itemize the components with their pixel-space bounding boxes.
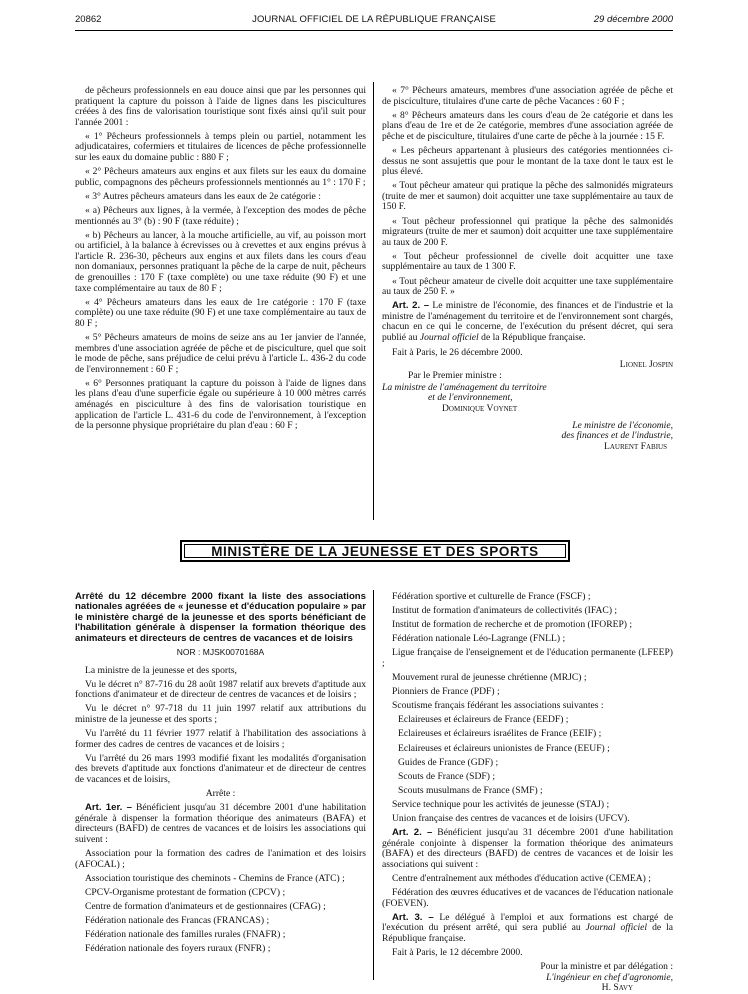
upper-left-column [75, 86, 366, 435]
visa-paragraph: Vu le décret n° 87-716 du 28 août 1987 relatif aux brevets d'aptitude aux fonctions d'animateur et de directeur de centres de vacances et de loisirs ; [75, 678, 366, 701]
paragraph: de pêcheurs professionnels en eau douce ainsi que par les personnes qui pratiquent la capture du poisson à l'aide de lignes dans les piscicultures créées à des fins de valorisation touristique sont fixés ainsi qu'il suit pour l'année 2001 : [75, 85, 366, 128]
paragraph: « Tout pêcheur professionnel de civelle doit acquitter une taxe supplémentaire au taux de 1 300 F. [382, 250, 673, 273]
scout-association-item: Eclaireuses et éclaireurs unionistes de France (EEUF) ; [398, 742, 610, 754]
visa-paragraph: Vu le décret n° 97-718 du 11 juin 1997 relatif aux attributions du ministre de la jeunesse et des sports ; [75, 703, 366, 725]
association-item: Association touristique des cheminots - Chemins de France (ATC) ; [85, 872, 345, 884]
done-at-lower: Fait à Paris, le 12 décembre 2000. [392, 947, 523, 959]
nor-reference: NOR : MJSK0070168A [176, 647, 265, 658]
scout-association-item: Eclaireuses et éclaireurs de France (EEDF) ; [398, 714, 569, 726]
ministry-banner: MINISTÈRE DE LA JEUNESSE ET DES SPORTS [180, 540, 570, 562]
scout-association-item: Scouts musulmans de France (SMF) ; [398, 784, 543, 796]
minister-env-line1: La ministre de l'aménagement du territoire [382, 381, 547, 393]
delegation: Pour la ministre et par délégation : [540, 961, 673, 973]
visa-paragraph: Vu l'arrêté du 26 mars 1993 modifié fixant les modalités d'organisation des brevets d'aptitude aux fonctions d'animateur et de directeur de centres de vacances et de loisirs, [75, 752, 366, 785]
association-item: Scoutisme français fédérant les associations suivantes : [392, 700, 604, 712]
association-item: Institut de formation de recherche et de promotion (IFOREP) ; [392, 619, 633, 631]
paragraph: « 1° Pêcheurs professionnels à temps plein ou partiel, notamment les adjudicataires, cofermiers et titulaires de licences de pêche professionnelle sur les eaux du domaine public : 880 F ; [75, 130, 366, 164]
minister-eco-line2: des finances et de l'industrie, [561, 430, 673, 442]
paragraph: « Les pêcheurs appartenant à plusieurs des catégories mentionnées ci-dessus ne sont assujettis que pour le montant de la taxe dont le taux est le plus élevé. [382, 144, 673, 178]
association-item: Centre d'entraînement aux méthodes d'éducation active (CEMEA) ; [392, 872, 651, 884]
signer-eco: Laurent Fabius [604, 440, 667, 452]
done-at: Fait à Paris, le 26 décembre 2000. [392, 346, 523, 358]
lower-right-column [382, 592, 673, 994]
association-item: Fédération des œuvres éducatives et de vacances de l'éducation nationale (FOEVEN). [382, 887, 673, 909]
upper-right-column [382, 86, 673, 452]
arrete-word: Arrête : [205, 788, 236, 800]
minister-env-line2: et de l'environnement, [428, 392, 513, 404]
par-pm: Par le Premier ministre : [408, 370, 502, 382]
paragraph: « 7° Pêcheurs amateurs, membres d'une association agréée de pêche et de pisciculture, titulaires d'une carte de pêche Vacances : 60 F ; [382, 85, 673, 107]
signer-savy: H. Savy [601, 982, 633, 994]
signer-env: Dominique Voynet [442, 403, 518, 415]
association-item: Service technique pour les activités de jeunesse (STAJ) ; [392, 798, 610, 810]
paragraph: « 6° Personnes pratiquant la capture du poisson à l'aide de lignes dans les plans d'eau d'une superficie égale ou supérieure à 10 000 mètres carrés aménagés en pisciculture à des fins de valorisation touristique en application de l'article L. 431-6 du code de l'environnement, à l'exception de la personne physique propriétaire du plan d'eau : 60 F ; [75, 377, 366, 432]
paragraph: « Tout pêcheur amateur de civelle doit acquitter une taxe supplémentaire au taux de 250 F. » [382, 275, 673, 298]
association-item: Fédération nationale des Francas (FRANCAS) ; [85, 915, 270, 926]
header-rule [75, 30, 673, 31]
page-header [75, 12, 673, 28]
paragraph: « b) Pêcheurs au lancer, à la mouche artificielle, au vif, au poisson mort ou artificiel, à la balance à écrevisses ou à crevettes et aux engins prévus à l'article R. 236-30, pêcheurs aux engins et aux filets dans les cours d'eau non domaniaux, personnes pratiquant la pêche de la carpe de nuit, pêcheurs de grenouilles : 170 F (taxe complète) ou une taxe réduite (90 F) et une taxe complémentaire au taux de 80 F ; [75, 229, 366, 294]
article-3: Art. 3. – Le délégué à l'emploi et aux formations est chargé de l'exécution du présent arrêté, qui sera publié au Journal officiel de la République française. [382, 911, 673, 944]
association-item: Association pour la formation des cadres de l'animation et des loisirs (AFOCAL) ; [75, 848, 366, 870]
visa-paragraph: La ministre de la jeunesse et des sports, [85, 664, 237, 676]
paragraph: « 4° Pêcheurs amateurs dans les eaux de 1re catégorie : 170 F (taxe complète) ou une taxe réduite (90 F) et une taxe complémentaire au taux de 80 F ; [75, 296, 366, 329]
paragraph: « Tout pêcheur professionnel qui pratique la pêche des salmonidés migrateurs (truite de mer et saumon) doit acquitter une taxe supplémentaire au taux de 200 F. [382, 215, 673, 248]
visa-paragraph: Vu l'arrêté du 11 février 1977 relatif à l'habilitation des associations à former des cadres de centres de vacances et de loisirs ; [75, 728, 366, 750]
association-item: Fédération nationale des familles rurales (FNAFR) ; [85, 929, 286, 941]
journal-title: JOURNAL OFFICIEL DE LA RÉPUBLIQUE FRANÇAISE [252, 14, 496, 25]
association-item: Centre de formation d'animateurs et de gestionnaires (CFAG) ; [85, 900, 326, 912]
ingenieur-title: L'ingénieur en chef d'agronomie, [546, 971, 673, 983]
paragraph: « 3° Autres pêcheurs amateurs dans les eaux de 2e catégorie : [85, 190, 321, 202]
paragraph: « Tout pêcheur amateur qui pratique la pêche des salmonidés migrateurs (truite de mer et saumon) doit acquitter une taxe supplémentaire au taux de 150 F. [382, 180, 673, 213]
association-item: CPCV-Organisme protestant de formation (CPCV) ; [85, 886, 286, 898]
association-item: Fédération nationale des foyers ruraux (FNFR) ; [85, 943, 271, 955]
column-divider [373, 82, 374, 520]
association-item: Ligue française de l'enseignement et de l'éducation permanente (LFEEP) ; [382, 647, 673, 669]
paragraph: « 5° Pêcheurs amateurs de moins de seize ans au 1er janvier de l'année, membres d'une association agréée de pêche et de pisciculture, quel que soit le mode de pêche, sans préjudice de celui prévu à l'article L. 436-2 du code de l'environnement : 60 F ; [75, 331, 366, 375]
scout-association-item: Scouts de France (SDF) ; [398, 770, 495, 782]
page-number: 20862 [75, 14, 102, 25]
scout-association-item: Guides de France (GDF) ; [398, 756, 499, 768]
association-item: Union française des centres de vacances et de loisirs (UFCV). [392, 813, 630, 824]
article-1: Art. 1er. – Bénéficient jusqu'au 31 décembre 2001 d'une habilitation générale à dispenser la formation théorique des animateurs (BAFA) et directeurs (BAFD) de centres de vacances et de loisirs les associations qui suivent : [75, 802, 366, 845]
minister-eco-line1: Le ministre de l'économie, [572, 419, 673, 431]
signer-pm: Lionel Jospin [619, 358, 673, 370]
association-item: Fédération sportive et culturelle de France (FSCF) ; [392, 591, 591, 602]
association-item: Mouvement rural de jeunesse chrétienne (MRJC) ; [392, 672, 587, 684]
paragraph: « a) Pêcheurs aux lignes, à la vermée, à l'exception des modes de pêche mentionnés au 3° (b) : 90 F (taxe réduite) ; [75, 204, 366, 227]
arrete-title: Arrêté du 12 décembre 2000 fixant la liste des associations nationales agréées de « jeunesse et d'éducation populaire » par le ministère chargé de la jeunesse et des sports bénéficiant de l'habilitation générale à dispenser la formation théorique des animateurs et directeurs de centres de vacances et de loisirs [75, 591, 366, 644]
lower-left-column [75, 592, 366, 958]
association-item: Fédération nationale Léo-Lagrange (FNLL) ; [392, 633, 566, 645]
paragraph: « 2° Pêcheurs amateurs aux engins et aux filets sur les eaux du domaine public, compagnons des pêcheurs professionnels mentionnés au 1° : 170 F ; [75, 166, 366, 188]
paragraph: « 8° Pêcheurs amateurs dans les cours d'eau de 2e catégorie et dans les plans d'eau de 1re et de 2e catégorie, membres d'une association agréée de pêche et de pisciculture, titulaires d'une carte de pêche à la journée : 15 F. [382, 109, 673, 142]
article-2: Art. 2. – Le ministre de l'économie, des finances et de l'industrie et la ministre de l'aménagement du territoire et de l'environnement sont chargés, chacun en ce qui le concerne, de l'exécution du présent décret, qui sera publié au Journal officiel de la République française. [382, 300, 673, 343]
publication-date: 29 décembre 2000 [593, 14, 673, 25]
article-2-lower: Art. 2. – Bénéficient jusqu'au 31 décembre 2001 d'une habilitation générale conjointe à dispenser la formation théorique des animateurs (BAFA) et des directeurs (BAFD) de centres de vacances et de loisir les associations qui suivent : [382, 827, 673, 870]
scout-association-item: Eclaireuses et éclaireurs israélites de France (EEIF) ; [398, 728, 602, 740]
column-divider-lower [373, 590, 374, 980]
association-item: Institut de formation d'animateurs de collectivités (IFAC) ; [392, 605, 618, 617]
association-item: Pionniers de France (PDF) ; [392, 686, 500, 698]
